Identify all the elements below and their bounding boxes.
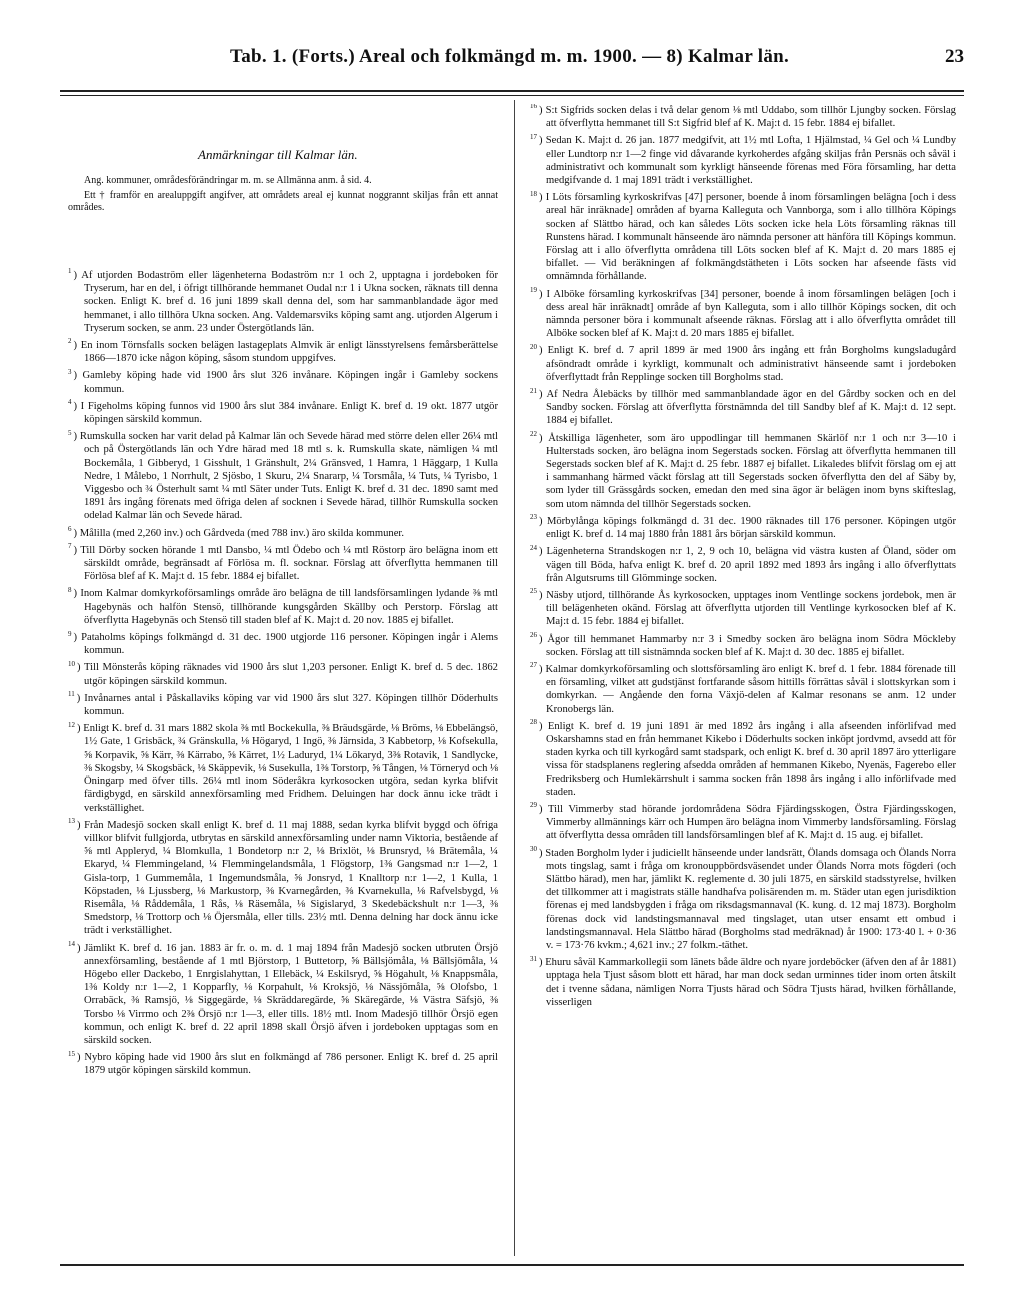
footnote-number: 7 <box>68 542 72 551</box>
footnote-text: Nybro köping hade vid 1900 års slut en folkmängd af 786 personer. Enligt K. bref d. 25 april 1879 utgör köpingen särskild kommun. <box>84 1052 498 1077</box>
left-column <box>68 104 498 1252</box>
footnote-number: 28 <box>530 718 537 727</box>
footnotes-right <box>530 104 956 1009</box>
footnote-number: 26 <box>530 630 537 639</box>
footnote-number: 15 <box>68 1049 75 1058</box>
footnote-number: 1 <box>68 267 72 276</box>
footnote-26: $^{26}$ ) Ågor till hemmanet Hammarby n:r 3 i Smedby socken äro belägna inom Södra Möckleby socken. Förslag att till sistnämnda socken blef af K. Maj:t d. 30 dec. 1885 ej bifallet. <box>530 630 956 658</box>
footnote-text: Enligt K. bref d. 19 juni 1891 är med 1892 års ingång i alla afseenden införlifvad med Oskarshamns stad en från hemmanet Kikebo i Döderhults socken inköpt jordvmd, avsedd att för staden kyrka och till kyrkogård samt stadspark, och enligt K. bref d. 30 april 1897 äro ytterligare vissa för stadsplanens reglering afsedda områden af hemmanen Kikebo, Nyenäs, Fagerebo eller Fredriksberg och Humlekärrshult i samma socken från 1898 års ingång i allo införlifvade med staden. <box>546 720 956 798</box>
footnote-text: Åtskilliga lägenheter, som äro uppodlingar till hemmanen Skärlöf n:r 1 och n:r 3—10 i Hulterstads socken, äro belägna inom Segerstads socken. Förslag att öfverflytta hemmanen till Segerstads socken blef af K. Maj:t d. 25 febr. 1887 ej bifallet. Likaledes blifvit förslag om ej att i sammanhang härmed väckt förslag att till Segerstads socken öfverflytta den del af Säby by, som lyder till Grässgårds socken, emedan den med sina ägor är belägen inom byns skifteslag, som utom nämnda del tillhör Segerstads socken. <box>546 432 956 510</box>
footnote-text: Till Dörby socken hörande 1 mtl Dansbo, ¼ mtl Ödebo och ¼ mtl Röstorp äro belägna inom ett särskildt område, begränsadt af Förlösa m. fl. socknar. Förslag att öfverflytta hemmanen till Förlösa blef af K. Maj:t d. 15 febr. 1884 ej bifallet. <box>80 544 498 583</box>
footnote-27: $^{27}$ ) Kalmar domkyrkoförsamling och slottsförsamling äro enligt K. bref d. 1 febr. 1884 förenade till en församling, vilket att gudstjänst fortfarande såsom hittills förrättas såväl i slottskyrkan som i domkyrkan. — Angående den forna Växjö-delen af Kalmar resonans se anm. 12 under Kronobergs län. <box>530 661 956 715</box>
footnote-text: Staden Borgholm lyder i judiciellt hänseende under landsrätt, Ölands domsaga och Ölands Norra mots tingslag, samt i fråga om kronouppbördsväsendet under Ölands Norra mots fögderi (och Slättbo härad), men har, jämlikt K. reglemente d. 30 juli 1875, en särskild stadsstyrelse, hvilken det tillkommer att i magistrats ställe handhafva polisärenden m. m. Städer utan egen jurisdiktion förenas ej med landsbygden i fråga om riksdagsmannaval (K. kung. d. 12 maj 1873). Borgholm förenas dock vid landstingsmannaval med tingslaget, utan utser ensamt ett ombud i landstingsmannaval. Hela Slättbo härad (Borgholms stad medräknad) år 1900: 173·40 l. + 0·36 v. = 173·76 kvkm.; 4,621 inv.; 27 folkm.-täthet. <box>545 847 956 951</box>
right-column <box>530 104 956 1252</box>
notes-intro-2: Ett † framför en arealuppgift angifver, att områdets areal ej kunnat noggrannt skiljas från ett annat områdes. <box>68 189 498 214</box>
footnote-31: $^{31}$ ) Ehuru såväl Kammarkollegii som länets både äldre och nyare jordeböcker (äfven den af år 1881) upptaga hela Tjust såsom blott ett härad, har man dock sedan urminnes tider inom orten åtskilt det i tvenne sådana, nämligen Norra Tjusts härad och Södra Tjusts härad, hvilken förhållande, visserligen <box>530 954 956 1008</box>
footnote-number: 6 <box>68 525 72 534</box>
footnote-number: 10 <box>68 659 75 668</box>
footnote-29: $^{29}$ ) Till Vimmerby stad hörande jordområdena Södra Fjärdingsskogen, Östra Fjärdingsskogen, Vimmerby allmännings kärr och Humpen äro belägna inom Vimmerby landsförsamling. Förslag att öfverflytta dessa områden till landsförsamlingen blef af K. Maj:t d. 15 aug. ej bifallet. <box>530 801 956 842</box>
table-frame <box>60 90 964 1266</box>
footnote-14: $^{14}$ ) Jämlikt K. bref d. 16 jan. 1883 är fr. o. m. d. 1 maj 1894 från Madesjö socken utbruten Örsjö annexförsamling, bestående af 1 mtl Björstorp, 1 Buttetorp, ⅝ Bällsjömåla, ⅛ Bällsjömåla, ¼ Högebo eller Dackebo, 1 Enrgislahyttan, 1 Ellebäck, ¼ Eskilsryd, ⅝ Högahult, ⅛ Knappsmåla, 1⅜ Koldy n:r 1—2, 1 Kopparfly, ⅛ Korpahult, ⅛ Kroksjö, ⅛ Nässjömåla, ⅝ Olofsbo, 1 Orrabäck, ⅜ Ramsjö, ⅛ Siggegärde, ⅛ Skräddaregärde, ⅝ Skäregärde, ⅛ Västra Säfsjö, ⅜ Torsbo ⅛ Virrmo och 2⅜ Örsjö n:r 1—3, eller tills. 18½ mtl. Inom Madesjö tillhör Örsjö egen kommun, och enligt K. bref d. 22 april 1898 skall Örsjö äfven i jordeboken upptagas som en särskild socken. <box>68 940 498 1046</box>
footnote-number: 12 <box>68 720 75 729</box>
footnote-text: Inom Kalmar domkyrkoförsamlings område äro belägna de till landsförsamlingen lydande ⅜ mtl Hagebynäs och halfön Stensö, tillhörande kungsgården Skällby och Perstorp. Förslag att öfverflytta Hagebynäs och Stensö till staden blef af K. Maj:t d. 20 nov. 1885 ej bifallet. <box>80 588 498 626</box>
footnote-24: $^{24}$ ) Lägenheterna Strandskogen n:r 1, 2, 9 och 10, belägna vid västra kusten af Öland, söder om vägen till Böda, hafva enligt K. bref d. 20 april 1892 med 1893 års ingång i allo öfverflyttats från Algutsrums till Glömminge socken. <box>530 543 956 584</box>
footnote-12: $^{12}$ ) Enligt K. bref d. 31 mars 1882 skola ⅜ mtl Bockekulla, ⅜ Bräudsgärde, ⅛ Bröms, ⅛ Ebbelängsö, 1½ Gate, 1 Grisbäck, ¾ Gränskulla, ⅛ Högaryd, 1 Ingö, ⅜ Järnsida, 3 Kabbetorp, ⅛ Kofsekulla, ⅝ Korpavik, ⅝ Kärr, ⅜ Kärrabo, ⅝ Kärret, 1½ Laduryd, 1¼ Lökaryd, 3⅜ Rotavik, 1 Sandlycke, ⅜ Skogsby, ¼ Skogsbäck, ⅛ Skäppevik, ⅛ Susekulla, 1⅜ Torstorp, ⅝ Tången, ⅛ Törneryd och ⅛ Öningarp med öfver tills. 26¼ mtl inom Söderåkra kyrkosocken utgöra, sedan kyrka blifvit färdigbygd, en särskild annexförsamling med Fridhem. Deluingen har dock ännu icke trädt i verkställighet. <box>68 720 498 814</box>
footnote-text: Af utjorden Bodaström eller lägenheterna Bodaström n:r 1 och 2, upptagna i jordeboken för Tryserum, har en del, i öfrigt tillhörande hemmanet Oudal n:r 1 i Ukna socken, räknats till denna socken. Enligt K. bref d. 16 juni 1899 skall denna del, som har sammanblandade ägor med hemmanet, i allo tillhöra Ukna socken. Ang. Valdemarsviks köping samt ang. utjorden Algerum i Tryserum socken, se anm. 23 under Östergötlands län. <box>81 269 498 334</box>
footnote-25: $^{25}$ ) Näsby utjord, tillhörande Ås kyrkosocken, upptages inom Ventlinge sockens jordebok, men är till belägenheten okänd. Förslag att öfverflytta utjorden till Ventlinge kyrkosocken blef af K. Maj:t d. 15 febr. 1884 ej bifallet. <box>530 587 956 628</box>
page-header <box>60 46 964 74</box>
column-divider <box>514 100 515 1256</box>
footnote-3: $^3$ ) Gamleby köping hade vid 1900 års slut 326 invånare. Köpingen ingår i Gamleby sockens kommun. <box>68 367 498 395</box>
footnote-text: Enligt K. bref d. 7 april 1899 är med 1900 års ingång ett från Borgholms kungsladugård afsöndradt område i kyrkligt, kommunalt och administrativt hänseende samt i jordeboken öfverflyttadt från Repplinge socken till Borgholms stad. <box>546 345 956 383</box>
footnote-text: En inom Törnsfalls socken belägen lastageplats Almvik är enligt länsstyrelsens femårsberättelse 1866—1870 icke någon köping, såsom stundom uppgifves. <box>80 340 498 365</box>
footnote-number: 20 <box>530 342 537 351</box>
footnotes-left <box>68 269 498 1078</box>
footnote-text: Till Mönsterås köping räknades vid 1900 års slut 1,203 personer. Enligt K. bref d. 5 dec. 1862 utgör köpingen särskild kommun. <box>83 662 498 687</box>
footnote-text: Lägenheterna Strandskogen n:r 1, 2, 9 och 10, belägna vid västra kusten af Öland, söder om vägen till Böda, hafva enligt K. bref d. 20 april 1892 med 1893 års ingång i allo öfverflyttats från Algutsrums till Glömminge socken. <box>546 546 956 584</box>
footnote-1: $^1$ ) Af utjorden Bodaström eller lägenheterna Bodaström n:r 1 och 2, upptagna i jordeboken för Tryserum, har en del, i öfrigt tillhörande hemmanet Oudal n:r 1 i Ukna socken, räknats till denna socken. Enligt K. bref d. 16 juni 1899 skall denna del, som har sammanblandade ägor med hemmanet, i allo tillhöra Ukna socken. Ang. Valdemarsviks köping samt ang. utjorden Algerum i Tryserum socken, se anm. 23 under Östergötlands län. <box>68 267 498 334</box>
footnote-text: Jämlikt K. bref d. 16 jan. 1883 är fr. o. m. d. 1 maj 1894 från Madesjö socken utbruten Örsjö annexförsamling, bestående af 1 mtl Björstorp, 1 Buttetorp, ⅝ Bällsjömåla, ⅛ Bällsjömåla, ¼ Högebo eller Dackebo, 1 Enrgislahyttan, 1 Ellebäck, ¼ Eskilsryd, ⅝ Högahult, ⅛ Knappsmåla, 1⅜ Koldy n:r 1—2, 1 Kopparfly, ⅛ Korpahult, ⅛ Kroksjö, ⅛ Nässjömåla, ⅝ Olofsbo, 1 Orrabäck, ⅜ Ramsjö, ⅛ Siggegärde, ⅛ Skräddaregärde, ⅝ Skäregärde, ⅛ Västra Säfsjö, ⅜ Torsbo ⅛ Virrmo och 2⅜ Örsjö n:r 1—3, eller tills. 18½ mtl. Inom Madesjö tillhör Örsjö egen kommun, och enligt K. bref d. 22 april 1898 skall Örsjö äfven i jordeboken upptagas som en särskild socken. <box>84 942 498 1046</box>
footnote-2: $^2$ ) En inom Törnsfalls socken belägen lastageplats Almvik är enligt länsstyrelsens femårsberättelse 1866—1870 icke någon köping, såsom stundom uppgifves. <box>68 337 498 365</box>
footnote-number: 4 <box>68 398 72 407</box>
footnote-number: 9 <box>68 629 72 638</box>
footnote-28: $^{28}$ ) Enligt K. bref d. 19 juni 1891 är med 1892 års ingång i alla afseenden införlifvad med Oskarshamns stad en från hemmanet Kikebo i Döderhults socken inköpt jordvmd, avsedd att för staden kyrka och till kyrkogård samt stadspark, och enligt K. bref d. 30 april 1897 äro ytterligare vissa för stadsplanens reglering afsedda områden af hemmanen Kikebo, Nyenäs, Fagerebo eller Fredriksberg och Humlekärrshult i samma socken från 1898 års ingång i allo införlifvade med staden. <box>530 718 956 798</box>
footnote-number: 19 <box>530 286 537 295</box>
footnote-18: $^{18}$ ) I Löts församling kyrkoskrifvas [47] personer, boende å inom församlingen belägna [och i dess areal här inräknade] områden af byarna Kalleguta och Vannborga, som i allo tillhöra Köpings socken af Slättbo härad, och kan således Löts socken icke hela Löts församling räknas till Runstens härad. I kommunalt hänseende äro nämnda personer att hänföra till Köpings kommun. Förslag att i allo öfverflytta områdena till Löts socken blef af K. Maj:t d. 20 mars 1885 ej bifallet. — Vid beräkningen af folkmängdstätheten i Löts socken har afseende fästs vid omnämnda förhållande. <box>530 189 956 283</box>
footnote-number: 30 <box>530 845 537 854</box>
footnote-20: $^{20}$ ) Enligt K. bref d. 7 april 1899 är med 1900 års ingång ett från Borgholms kungsladugård afsöndradt område i kyrkligt, kommunalt och administrativt hänseende samt i jordeboken öfverflyttadt från Repplinge socken till Borgholms stad. <box>530 342 956 383</box>
footnote-number: 18 <box>530 189 537 198</box>
footnote-number: 3 <box>68 367 72 376</box>
footnote-text: Ågor till hemmanet Hammarby n:r 3 i Smedby socken äro belägna inom Södra Möckleby socken. Förslag att till sistnämnda socken blef af K. Maj:t d. 30 dec. 1885 ej bifallet. <box>546 633 956 658</box>
footnote-number: 27 <box>530 661 537 670</box>
footnote-number: 2 <box>68 337 72 346</box>
footnote-number: 14 <box>68 940 75 948</box>
footnote-23: $^{23}$ ) Mörbylånga köpings folkmängd d. 31 dec. 1900 räknades till 176 personer. Köpingen utgör enligt K. bref d. 14 maj 1880 från 1881 års början särskild kommun. <box>530 513 956 541</box>
footnote-15: $^{15}$ ) Nybro köping hade vid 1900 års slut en folkmängd af 786 personer. Enligt K. bref d. 25 april 1879 utgör köpingen särskild kommun. <box>68 1049 498 1077</box>
footnote-number: 31 <box>530 954 537 963</box>
footnote-6: $^6$ ) Målilla (med 2,260 inv.) och Gårdveda (med 788 inv.) äro skilda kommuner. <box>68 525 404 539</box>
footnote-19: $^{19}$ ) I Alböke församling kyrkoskrifvas [34] personer, boende å inom församlingen belägen [och i dess areal här inräknadt] område af byn Kalleguta, som i allo tillhör Köpings socken, dit och nämnda personer böra i kommunalt afseende räknas. Förslag att i allo öfverflytta området till Alböke socken blef af K. Maj:t d. 20 mars 1885 ej bifallet. <box>530 286 956 340</box>
footnote-text: Från Madesjö socken skall enligt K. bref d. 11 maj 1888, sedan kyrka blifvit byggd och öfriga villkor blifvit fullgjorda, utbrytas en särskild annexförsamling under namn Viktoria, bestående af ⅝ mtl Appleryd, ¼ Blomkulla, 1 Bondetorp n:r 2, ⅛ Brixlöt, ⅛ Brunsryd, ⅛ Brätemåla, ¼ Ekaryd, ¼ Flemmingeland, ¼ Flemmingelandsmåla, 1 Flögstorp, 1⅜ Gangsmad n:r 1—2, 1 Gisla-torp, 1 Gummemåla, 1 Ingemundsmåla, ⅝ Jonsryd, 1 Knalltorp n:r 1—2, 1 Kulla, 1 Köpstaden, ⅛ Ljussberg, ⅛ Markustorp, ⅜ Kvarnegården, ⅜ Kvarnekulla, ⅛ Rafvelsbygd, ⅛ Risemåla, ⅛ Råddemåla, 1 Rås, ⅛ Räsemåla, ⅛ Sigislaryd, 3 Skedebäckshult n:r 1—3, ⅜ Smedstorp, ⅛ Trottorp och ⅛ Öjersmåla, eller tills. 23½ mtl. Denna delning har dock ännu icke trädt i verkställighet. <box>84 819 498 937</box>
footnote-text: I Figeholms köping funnos vid 1900 års slut 384 invånare. Enligt K. bref d. 19 okt. 1877 utgör köpingen särskild kommun. <box>80 400 498 426</box>
footnote-17: $^{17}$ ) Sedan K. Maj:t d. 26 jan. 1877 medgifvit, att 1½ mtl Lofta, 1 Hjälmstad, ¼ Gel och ¼ Lundby eller Lundtorp n:r 1—2 finge vid dåvarande kyrkoherdes afgång skiljas från Persnäs och såväl i administrativt och kommunalt som kyrkligt hänseende förenas med Föra församling, har detta medgifvande d. 1 maj 1891 trädt i verkställighet. <box>530 132 956 187</box>
footnote-text: Ehuru såväl Kammarkollegii som länets både äldre och nyare jordeböcker (äfven den af år 1881) upptaga hela Tjust såsom blott ett härad, har man dock sedan urminnes tider inom orten åtskilt det i tvenne sådana, nämligen Norra Tjusts härad och Södra Tjusts härad, hvilken förhållande, visserligen <box>545 957 956 1008</box>
footnote-text: Mörbylånga köpings folkmängd d. 31 dec. 1900 räknades till 176 personer. Köpingen utgör enligt K. bref d. 14 maj 1880 från 1881 års början särskild kommun. <box>546 515 956 541</box>
footnote-5: $^5$ ) Rumskulla socken har varit delad på Kalmar län och Sevede härad med större delen eller 26¼ mtl och på Östergötlands län och Ydre härad med 18 mtl s. k. Rumskulla skate, nämligen ¼ mtl Bockemåla, 1 Gibberyd, 1 Gisshult, 1 Gränshult, 2¼ Gränsved, 1 Hamra, 1 Häggarp, 1 Kulla Nedre, 1 Målebo, 1 Norrhult, 2 Sjösbo, 1 Skuru, 2¼ Snararp, ¼ Torsmåla, ¼ Tuts, ¼ Tyrisbo, 1 Viggesbo och ¾ Österhult samt ¼ mtl Säter under Tuts. Enligt K. bref d. 31 dec. 1890 samt med 1891 års ingång förenats med öfriga delen af socknen i Sevede härad, tillhör Rumskulla socken odelad Kalmar län och Sevede härad. <box>68 428 498 522</box>
footnote-number: 5 <box>68 428 72 437</box>
footnote-4: $^4$ ) I Figeholms köping funnos vid 1900 års slut 384 invånare. Enligt K. bref d. 19 okt. 1877 utgör köpingen särskild kommun. <box>68 398 498 426</box>
footnote-10: $^{10}$ ) Till Mönsterås köping räknades vid 1900 års slut 1,203 personer. Enligt K. bref d. 5 dec. 1862 utgör köpingen särskild kommun. <box>68 659 498 687</box>
footnote-16: $^{16}$ ) S:t Sigfrids socken delas i två delar genom ⅛ mtl Uddabo, som tillhör Ljungby socken. Förslag att öfverflytta hemmanet till S:t Sigfrid blef af K. Maj:t d. 15 febr. 1884 ej bifallet. <box>530 104 956 130</box>
footnote-number: 24 <box>530 543 537 552</box>
footnote-text: Målilla (med 2,260 inv.) och Gårdveda (med 788 inv.) äro skilda kommuner. <box>79 527 404 539</box>
footnote-9: $^9$ ) Pataholms köpings folkmängd d. 31 dec. 1900 utgjorde 116 personer. Köpingen ingår i Alems kommun. <box>68 629 498 657</box>
footnote-text: S:t Sigfrids socken delas i två delar genom ⅛ mtl Uddabo, som tillhör Ljungby socken. Förslag att öfverflytta hemmanet till S:t Sigfrid blef af K. Maj:t d. 15 febr. 1884 ej bifallet. <box>545 105 956 130</box>
footnote-text: Invånarnes antal i Påskallaviks köping var vid 1900 års slut 327. Köpingen tillhör Döderhults kommun. <box>84 692 498 718</box>
footnote-text: Enligt K. bref d. 31 mars 1882 skola ⅜ mtl Bockekulla, ⅜ Bräudsgärde, ⅛ Bröms, ⅛ Ebbelängsö, 1½ Gate, 1 Grisbäck, ¾ Gränskulla, ⅛ Högaryd, 1 Ingö, ⅜ Järnsida, 3 Kabbetorp, ⅛ Kofsekulla, ⅝ Korpavik, ⅝ Kärr, ⅜ Kärrabo, ⅝ Kärret, 1½ Laduryd, 1¼ Lökaryd, 3⅜ Rotavik, 1 Sandlycke, ⅜ Skogsby, ¼ Skogsbäck, ⅛ Skäppevik, ⅛ Susekulla, 1⅜ Torstorp, ⅝ Tången, ⅛ Törneryd och ⅛ Öningarp med öfver tills. 26¼ mtl inom Söderåkra kyrkosocken utgöra, sedan kyrka blifvit färdigbygd, en särskild annexförsamling med Fridhem. Deluingen har dock ännu icke trädt i verkställighet. <box>83 723 498 814</box>
footnote-text: I Alböke församling kyrkoskrifvas [34] personer, boende å inom församlingen belägen [och i dess areal här inräknadt] område af byn Kalleguta, som i allo tillhör Köpings socken, dit och nämnda personer böra i kommunalt afseende räknas. Förslag att i allo öfverflytta området till Alböke socken blef af K. Maj:t d. 20 mars 1885 ej bifallet. <box>546 288 956 340</box>
footnote-text: Sedan K. Maj:t d. 26 jan. 1877 medgifvit, att 1½ mtl Lofta, 1 Hjälmstad, ¼ Gel och ¼ Lundby eller Lundtorp n:r 1—2 finge vid dåvarande kyrkoherdes afgång skiljas från Persnäs och såväl i administrativt och kommunalt som kyrkligt hänseende förenas med Föra församling, har detta medgifvande d. 1 maj 1891 trädt i verkställighet. <box>545 135 956 187</box>
footnote-text: Gamleby köping hade vid 1900 års slut 326 invånare. Köpingen ingår i Gamleby sockens kommun. <box>82 370 498 395</box>
footnote-text: I Löts församling kyrkoskrifvas [47] personer, boende å inom församlingen belägna [och i dess areal här inräknade] områden af byarna Kalleguta och Vannborga, som i allo tillhöra Köpings socken af Slättbo härad, och kan således Löts socken icke hela Löts församling räknas till Runstens härad. I kommunalt hänseende äro nämnda personer att hänföra till Köpings kommun. Förslag att i allo öfverflytta områdena till Löts socken blef af K. Maj:t d. 20 mars 1885 ej bifallet. — Vid beräkningen af folkmängdstätheten i Löts socken har afseende fästs vid omnämnda förhållande. <box>545 192 956 283</box>
footnote-text: Af Nedra Ålebäcks by tillhör med sammanblandade ägor en del Gårdby socken och en del Sandby socken. Förslag att öfverflytta förstnämnda del till Sandby blef af K. Maj:t d. 12 sept. 1884 ej bifallet. <box>546 389 956 427</box>
footnote-number: 23 <box>530 513 537 522</box>
footnote-number: 8 <box>68 585 72 594</box>
footnote-number: 11 <box>68 690 75 699</box>
notes-intro-1: Ang. kommuner, områdesförändringar m. m. se Allmänna anm. å sid. 4. <box>84 175 372 187</box>
footnote-11: $^{11}$ ) Invånarnes antal i Påskallaviks köping var vid 1900 års slut 327. Köpingen tillhör Döderhults kommun. <box>68 690 498 718</box>
footnote-number: 29 <box>530 801 537 810</box>
footnote-number: 25 <box>530 587 537 596</box>
footnote-30: $^{30}$ ) Staden Borgholm lyder i judiciellt hänseende under landsrätt, Ölands domsaga och Ölands Norra mots tingslag, samt i fråga om kronouppbördsväsendet under Ölands Norra mots fögderi (och Slättbo härad), men har, jämlikt K. reglemente d. 30 juli 1875, en särskild stadsstyrelse, hvilken det tillkommer att i magistrats ställe handhafva polisärenden m. m. Städer utan egen jurisdiktion förenas ej med landsbygden i fråga om riksdagsmannaval (K. kung. d. 12 maj 1873). Borgholm förenas dock vid landstingsmannaval med tingslaget, utan utser ensamt ett ombud i landstingsmannaval. Hela Slättbo härad (Borgholms stad medräknad) år 1900: 173·40 l. + 0·36 v. = 173·76 kvkm.; 4,621 inv.; 27 folkm.-täthet. <box>530 845 956 951</box>
footnote-number: 13 <box>68 817 75 826</box>
footnote-22: $^{22}$ ) Åtskilliga lägenheter, som äro uppodlingar till hemmanen Skärlöf n:r 1 och n:r 3—10 i Hulterstads socken, äro belägna inom Segerstads socken. Förslag att öfverflytta hemmanen till Segerstads socken blef af K. Maj:t d. 25 febr. 1887 ej bifallet. Likaledes blifvit förslag om ej att i sammanhang härmed väckt förslag att till Segerstads socken öfverflytta den del af Säby by, som lyder till Grässgårds socken, emedan den med sina ägor är belägen inom byns skifteslag, som utom nämnda del tillhör Segerstads socken. <box>530 430 956 510</box>
footnote-8: $^8$ ) Inom Kalmar domkyrkoförsamlings område äro belägna de till landsförsamlingen lydande ⅜ mtl Hagebynäs och halfön Stensö, tillhörande kungsgården Skällby och Perstorp. Förslag att öfverflytta Hagebynäs och Stensö till staden blef af K. Maj:t d. 20 nov. 1885 ej bifallet. <box>68 585 498 626</box>
spacer <box>68 217 498 269</box>
page-title: Tab. 1. (Forts.) Areal och folkmängd m. m. 1900. — 8) Kalmar län. <box>230 46 790 67</box>
footnote-text: Pataholms köpings folkmängd d. 31 dec. 1900 utgjorde 116 personer. Köpingen ingår i Alems kommun. <box>81 632 498 657</box>
footnote-number: 17 <box>530 132 537 141</box>
footnote-number: 22 <box>530 430 537 439</box>
footnote-13: $^{13}$ ) Från Madesjö socken skall enligt K. bref d. 11 maj 1888, sedan kyrka blifvit byggd och öfriga villkor blifvit fullgjorda, utbrytas en särskild annexförsamling under namn Viktoria, bestående af ⅝ mtl Appleryd, ¼ Blomkulla, 1 Bondetorp n:r 2, ⅛ Brixlöt, ⅛ Brunsryd, ⅛ Brätemåla, ¼ Ekaryd, ¼ Flemmingeland, ¼ Flemmingelandsmåla, 1 Flögstorp, 1⅜ Gangsmad n:r 1—2, 1 Gisla-torp, 1 Gummemåla, 1 Ingemundsmåla, ⅝ Jonsryd, 1 Knalltorp n:r 1—2, 1 Kulla, 1 Köpstaden, ⅛ Ljussberg, ⅛ Markustorp, ⅜ Kvarnegården, ⅜ Kvarnekulla, ⅛ Rafvelsbygd, ⅛ Risemåla, ⅛ Råddemåla, 1 Rås, ⅛ Räsemåla, ⅛ Sigislaryd, 3 Skedebäckshult n:r 1—3, ⅜ Smedstorp, ⅛ Trottorp och ⅛ Öjersmåla, eller tills. 23½ mtl. Denna delning har dock ännu icke trädt i verkställighet. <box>68 817 498 937</box>
footnote-number: 21 <box>530 386 537 395</box>
page-number: 23 <box>945 46 964 67</box>
footnote-21: $^{21}$ ) Af Nedra Ålebäcks by tillhör med sammanblandade ägor en del Gårdby socken och en del Sandby socken. Förslag att öfverflytta förstnämnda del till Sandby blef af K. Maj:t d. 12 sept. 1884 ej bifallet. <box>530 386 956 427</box>
footnote-text: Näsby utjord, tillhörande Ås kyrkosocken, upptages inom Ventlinge sockens jordebok, men är till belägenheten okänd. Förslag att öfverflytta utjorden till Ventlinge kyrkosocken blef af K. Maj:t d. 15 febr. 1884 ej bifallet. <box>546 589 956 628</box>
footnote-text: Rumskulla socken har varit delad på Kalmar län och Sevede härad med större delen eller 26¼ mtl och på Östergötlands län och Ydre härad med 18 mtl s. k. Rumskulla skate, nämligen ¼ mtl Bockemåla, 1 Gibberyd, 1 Gisshult, 1 Gränshult, 2¼ Gränsved, 1 Hamra, 1 Häggarp, 1 Kulla Nedre, 1 Målebo, 1 Norrhult, 2 Sjösbo, 1 Skuru, 2¼ Snararp, ¼ Torsmåla, ¼ Tuts, ¼ Tyrisbo, 1 Viggesbo och ¾ Österhult samt ¼ mtl Säter under Tuts. Enligt K. bref d. 31 dec. 1890 samt med 1891 års ingång förenats med öfriga delen af socknen i Sevede härad, tillhör Rumskulla socken odelad Kalmar län och Sevede härad. <box>79 431 498 522</box>
footnote-text: Till Vimmerby stad hörande jordområdena Södra Fjärdingsskogen, Östra Fjärdingsskogen, Vimmerby allmännings kärr och Humpen äro belägna inom Vimmerby landsförsamling. Förslag att öfverflytta dessa områden till landsförsamlingen blef af K. Maj:t d. 15 aug. ej bifallet. <box>546 803 956 842</box>
footnote-text: Kalmar domkyrkoförsamling och slottsförsamling äro enligt K. bref d. 1 febr. 1884 förenade till en församling, vilket att gudstjänst fortfarande såsom hittills förrättas såväl i slottskyrkan som i domkyrkan. — Angående den forna Växjö-delen af Kalmar resonans se anm. 12 under Kronobergs län. <box>545 663 956 715</box>
footnote-7: $^7$ ) Till Dörby socken hörande 1 mtl Dansbo, ¼ mtl Ödebo och ¼ mtl Röstorp äro belägna inom ett särskildt område, begränsadt af Förlösa m. fl. socknar. Förslag att öfverflytta hemmanen till Förlösa blef af K. Maj:t d. 15 febr. 1884 ej bifallet. <box>68 542 498 583</box>
notes-heading: Anmärkningar till Kalmar län. <box>198 147 358 162</box>
footnote-number: 16 <box>530 104 537 111</box>
